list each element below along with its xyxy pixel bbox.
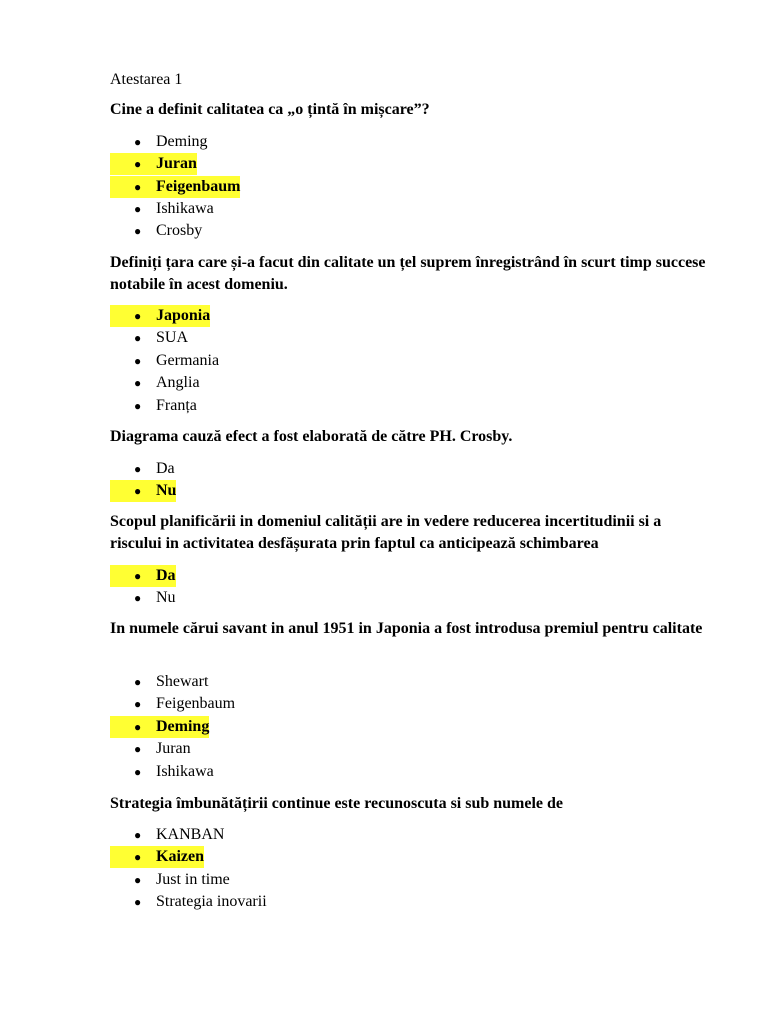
bullet-icon: ● [134, 224, 142, 238]
option-highlight [110, 372, 200, 394]
option-label: Juran [156, 740, 191, 757]
question-text: In numele cărui savant in anul 1951 in Japonia a fost introdusa premiul pentru calitate [110, 620, 703, 637]
option-label: Crosby [156, 222, 203, 239]
answer-option-highlighted [110, 153, 197, 175]
option-highlight [110, 869, 230, 891]
bullet-icon: ● [134, 850, 142, 864]
option-label: Da [156, 567, 176, 584]
bullet-icon: ● [134, 569, 142, 583]
bullet-icon: ● [134, 873, 142, 887]
option-highlight [110, 738, 191, 760]
answer-option [110, 587, 176, 609]
option-label: Shewart [156, 673, 209, 690]
option-label: Just in time [156, 871, 230, 888]
option-highlight [110, 458, 175, 480]
answer-option [110, 891, 267, 913]
option-label: Juran [156, 155, 197, 172]
answer-option [110, 131, 208, 153]
option-highlight [110, 891, 267, 913]
document-title: Atestarea 1 [110, 71, 183, 88]
question-text: Strategia îmbunătățirii continue este recunoscuta si sub numele de [110, 795, 564, 812]
option-highlight [110, 846, 204, 868]
question-text: Diagrama cauză efect a fost elaborată de către PH. Crosby. [110, 428, 513, 445]
bullet-icon: ● [134, 309, 142, 323]
bullet-icon: ● [134, 376, 142, 390]
bullet-icon: ● [134, 399, 142, 413]
answer-option [110, 693, 235, 715]
option-highlight [110, 327, 188, 349]
option-highlight [110, 305, 210, 327]
option-highlight [110, 671, 208, 693]
option-label: Ishikawa [156, 763, 214, 780]
option-label: Kaizen [156, 848, 204, 865]
option-label: KANBAN [156, 826, 225, 843]
option-label: Strategia inovarii [156, 893, 267, 910]
option-highlight [110, 176, 240, 198]
option-label: Feigenbaum [156, 695, 236, 712]
option-highlight [110, 131, 208, 153]
answer-option [110, 458, 175, 480]
answer-option [110, 671, 208, 693]
option-label: SUA [156, 329, 189, 346]
bullet-icon: ● [134, 157, 142, 171]
option-highlight [110, 693, 235, 715]
option-label: Deming [156, 718, 210, 735]
answer-option [110, 198, 214, 220]
option-highlight [110, 587, 176, 609]
bullet-icon: ● [134, 765, 142, 779]
option-label: Franța [156, 397, 197, 414]
option-label: Germania [156, 352, 220, 369]
answer-option [110, 395, 197, 417]
option-label: Da [156, 460, 175, 477]
answer-option [110, 761, 214, 783]
answer-option [110, 350, 219, 372]
option-highlight [110, 716, 209, 738]
answer-option [110, 738, 191, 760]
bullet-icon: ● [134, 331, 142, 345]
option-highlight [110, 153, 197, 175]
answer-option-highlighted [110, 176, 240, 198]
option-label: Anglia [156, 374, 200, 391]
answer-option [110, 327, 188, 349]
option-label: Feigenbaum [156, 178, 241, 195]
answer-option [110, 372, 200, 394]
bullet-icon: ● [134, 591, 142, 605]
option-label: Ishikawa [156, 200, 214, 217]
bullet-icon: ● [134, 675, 142, 689]
answer-option-highlighted [110, 565, 176, 587]
option-label: Deming [156, 133, 208, 150]
option-highlight [110, 565, 176, 587]
answer-option-highlighted [110, 480, 176, 502]
option-highlight [110, 824, 224, 846]
option-label: Japonia [156, 307, 211, 324]
bullet-icon: ● [134, 742, 142, 756]
bullet-icon: ● [134, 354, 142, 368]
option-label: Nu [156, 482, 177, 499]
option-label: Nu [156, 589, 176, 606]
bullet-icon: ● [134, 720, 142, 734]
bullet-icon: ● [134, 828, 142, 842]
option-highlight [110, 350, 219, 372]
answer-option-highlighted [110, 305, 210, 327]
bullet-icon: ● [134, 484, 142, 498]
option-highlight [110, 220, 202, 242]
option-highlight [110, 395, 197, 417]
answer-option-highlighted [110, 716, 209, 738]
option-highlight [110, 761, 214, 783]
answer-option [110, 869, 230, 891]
bullet-icon: ● [134, 135, 142, 149]
question-text: Scopul planificării in domeniul calității are in vedere reducerea incertitudinii si a riscului in activitatea desfășurata prin faptul ca anticipează schimbarea [110, 513, 662, 552]
question-text: Cine a definit calitatea ca „o țintă în mișcare”? [110, 101, 430, 118]
bullet-icon: ● [134, 895, 142, 909]
bullet-icon: ● [134, 202, 142, 216]
bullet-icon: ● [134, 180, 142, 194]
answer-option [110, 220, 202, 242]
question-text: Definiți țara care și-a facut din calitate un țel suprem înregistrând în scurt timp succese notabile în acest domeniu. [110, 254, 706, 293]
answer-option-highlighted [110, 846, 204, 868]
bullet-icon: ● [134, 697, 142, 711]
answer-option [110, 824, 224, 846]
bullet-icon: ● [134, 462, 142, 476]
option-highlight [110, 198, 214, 220]
option-highlight [110, 480, 176, 502]
